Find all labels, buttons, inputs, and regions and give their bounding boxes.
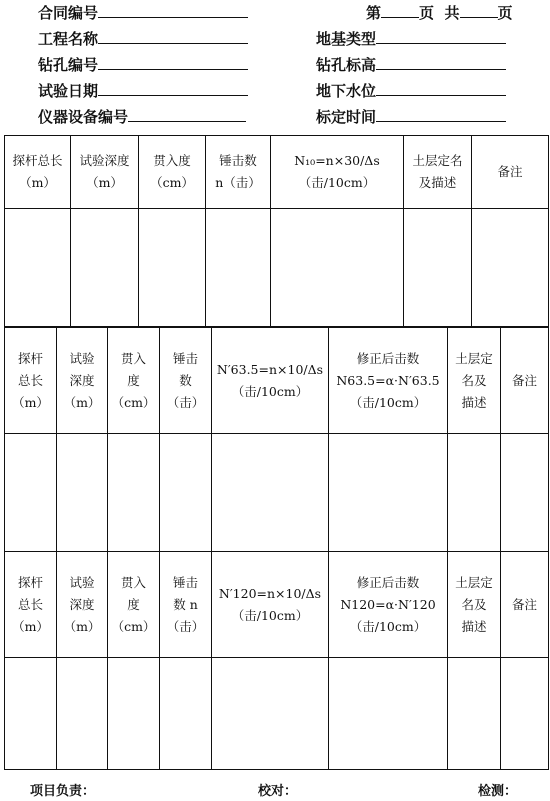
header-text: 贯入 — [120, 350, 146, 366]
data-cell[interactable] — [448, 434, 501, 552]
header-unit: （m） — [12, 618, 49, 634]
header-cell-soil-layer — [448, 552, 501, 658]
inspector-label: 检测： — [478, 784, 518, 799]
header-text: 锤击 — [172, 350, 198, 366]
header-unit: （m） — [63, 618, 101, 634]
header-cell-test-depth — [71, 136, 139, 209]
test-date-field — [38, 80, 248, 101]
header-cell-remarks — [501, 328, 549, 434]
header-cell-soil-layer — [448, 328, 501, 434]
header-cell-blow-count — [206, 136, 271, 209]
header-text: 试验深度 — [79, 153, 130, 168]
groundwater-label: 地下水位 — [316, 82, 377, 100]
contract-no-field — [38, 2, 248, 23]
calibration-time-line[interactable] — [376, 107, 506, 122]
data-cell[interactable] — [71, 209, 139, 327]
header-unit: （m） — [19, 175, 56, 190]
header-text: 备注 — [511, 372, 537, 388]
project-name-line[interactable] — [98, 29, 248, 44]
header-text: 锤击数 — [219, 153, 257, 168]
n120-test-table — [4, 551, 549, 770]
borehole-elev-line[interactable] — [376, 55, 506, 70]
page-counter — [366, 2, 513, 23]
data-cell[interactable] — [139, 209, 206, 327]
header-cell-penetration — [139, 136, 206, 209]
header-text: 探杆 — [17, 350, 43, 366]
table-row — [5, 434, 549, 552]
header-unit: （击/10cm） — [231, 607, 309, 623]
header-text: 修正后击数 — [356, 350, 420, 366]
data-cell[interactable] — [501, 434, 549, 552]
data-cell[interactable] — [212, 658, 329, 770]
header-text: 备注 — [511, 596, 537, 612]
header-cell-n63-formula — [212, 328, 329, 434]
header-text: 深度 — [69, 596, 95, 612]
borehole-no-label: 钻孔编号 — [38, 56, 99, 74]
header-cell-rod-length — [5, 328, 57, 434]
header-text: 试验 — [69, 574, 95, 590]
borehole-no-field — [38, 54, 248, 75]
header-unit: （击/10cm） — [298, 175, 376, 190]
page-di-label: 第 — [366, 4, 382, 22]
project-name-label: 工程名称 — [38, 30, 99, 48]
borehole-elev-label: 钻孔标高 — [316, 56, 377, 74]
data-cell[interactable] — [206, 209, 271, 327]
data-cell[interactable] — [329, 434, 448, 552]
test-date-label: 试验日期 — [38, 82, 99, 100]
header-cell-test-depth — [57, 552, 108, 658]
header-unit: （cm） — [111, 394, 156, 410]
header-cell-corrected-blows — [329, 552, 448, 658]
header-unit: （m） — [63, 394, 101, 410]
instrument-no-label: 仪器设备编号 — [38, 108, 129, 126]
calibration-time-label: 标定时间 — [316, 108, 377, 126]
header-cell-blow-count — [160, 552, 212, 658]
data-cell[interactable] — [108, 658, 160, 770]
data-cell[interactable] — [472, 209, 549, 327]
page-number-line[interactable] — [381, 3, 419, 18]
contract-no-label: 合同编号 — [38, 4, 99, 22]
header-cell-n120-formula — [212, 552, 329, 658]
table-header-row — [5, 552, 549, 658]
header-text: 贯入度 — [153, 153, 191, 168]
header-unit: （击/10cm） — [231, 383, 309, 399]
instrument-no-field — [38, 106, 246, 127]
header-text: 总长 — [17, 596, 43, 612]
contract-no-line[interactable] — [98, 3, 248, 18]
data-cell[interactable] — [5, 658, 57, 770]
data-cell[interactable] — [57, 658, 108, 770]
header-text: 探杆总长 — [12, 153, 63, 168]
header-formula: N′120=n×10/Δs — [218, 585, 322, 601]
table-row — [5, 658, 549, 770]
header-text: 备注 — [497, 164, 523, 179]
data-cell[interactable] — [448, 658, 501, 770]
header-unit: （m） — [86, 175, 123, 190]
n63-test-table — [4, 327, 549, 552]
foundation-type-label: 地基类型 — [316, 30, 377, 48]
header-unit: （m） — [12, 394, 49, 410]
header-unit: （击/10cm） — [349, 618, 427, 634]
header-cell-rod-length — [5, 552, 57, 658]
groundwater-field — [316, 80, 506, 101]
header-text: 度 — [127, 372, 140, 388]
page-gong-label: 共 — [444, 4, 460, 22]
header-cell-n10-formula — [271, 136, 404, 209]
header-unit: n（击） — [215, 175, 261, 190]
data-cell[interactable] — [5, 434, 57, 552]
header-cell-remarks — [472, 136, 549, 209]
header-unit: （击） — [166, 394, 205, 410]
instrument-no-line[interactable] — [128, 107, 246, 122]
header-cell-remarks — [501, 552, 549, 658]
data-cell[interactable] — [212, 434, 329, 552]
header-text: 锤击 — [172, 574, 198, 590]
project-name-field — [38, 28, 248, 49]
project-lead-label: 项目负责： — [30, 784, 96, 799]
page-ye2-label: 页 — [497, 4, 513, 22]
header-text: 试验 — [69, 350, 95, 366]
test-date-line[interactable] — [98, 81, 248, 96]
header-formula: N′63.5=n×10/Δs — [216, 361, 324, 377]
header-cell-penetration — [108, 552, 160, 658]
page-ye-label: 页 — [419, 4, 435, 22]
page-total-line[interactable] — [460, 3, 498, 18]
n10-test-table — [4, 135, 549, 327]
table-header-row — [5, 136, 549, 209]
header-formula: N₁₀=n×30/Δs — [294, 153, 380, 168]
header-text: 名及 — [461, 596, 487, 612]
data-cell[interactable] — [404, 209, 472, 327]
header-text: 度 — [127, 596, 140, 612]
header-text: 描述 — [461, 394, 487, 410]
header-text: 土层定 — [455, 350, 493, 366]
header-unit: （击） — [166, 618, 205, 634]
data-cell[interactable] — [57, 434, 108, 552]
foundation-type-line[interactable] — [376, 29, 506, 44]
header-unit: （cm） — [111, 618, 156, 634]
header-text: 名及 — [461, 372, 487, 388]
groundwater-line[interactable] — [376, 81, 506, 96]
header-unit: （cm） — [150, 175, 194, 190]
header-cell-rod-length — [5, 136, 71, 209]
data-cell[interactable] — [160, 434, 212, 552]
header-text: 及描述 — [418, 175, 457, 190]
data-cell[interactable] — [160, 658, 212, 770]
borehole-no-line[interactable] — [98, 55, 248, 70]
header-text: 土层定 — [455, 574, 493, 590]
header-text: 探杆 — [17, 574, 43, 590]
header-text: 深度 — [69, 372, 95, 388]
header-cell-test-depth — [57, 328, 108, 434]
checker-label: 校对： — [258, 784, 298, 799]
header-text: 贯入 — [120, 574, 146, 590]
header-formula: N120=α·N′120 — [340, 596, 436, 612]
table-header-row — [5, 328, 549, 434]
calibration-time-field — [316, 106, 506, 127]
header-cell-corrected-blows — [329, 328, 448, 434]
header-text: 描述 — [461, 618, 487, 634]
data-cell[interactable] — [501, 658, 549, 770]
header-text: 修正后击数 — [356, 574, 420, 590]
data-cell[interactable] — [329, 658, 448, 770]
header-unit: （击/10cm） — [349, 394, 427, 410]
foundation-type-field — [316, 28, 506, 49]
header-text: 土层定名 — [412, 153, 463, 168]
header-cell-penetration — [108, 328, 160, 434]
header-cell-blow-count — [160, 328, 212, 434]
header-text: 数 n — [173, 596, 198, 612]
header-cell-soil-layer — [404, 136, 472, 209]
data-cell[interactable] — [5, 209, 71, 327]
data-cell[interactable] — [108, 434, 160, 552]
data-cell[interactable] — [271, 209, 404, 327]
header-formula: N63.5=α·N′63.5 — [336, 372, 440, 388]
header-text: 总长 — [17, 372, 43, 388]
borehole-elev-field — [316, 54, 506, 75]
table-row — [5, 209, 549, 327]
header-text: 数 — [179, 372, 192, 388]
